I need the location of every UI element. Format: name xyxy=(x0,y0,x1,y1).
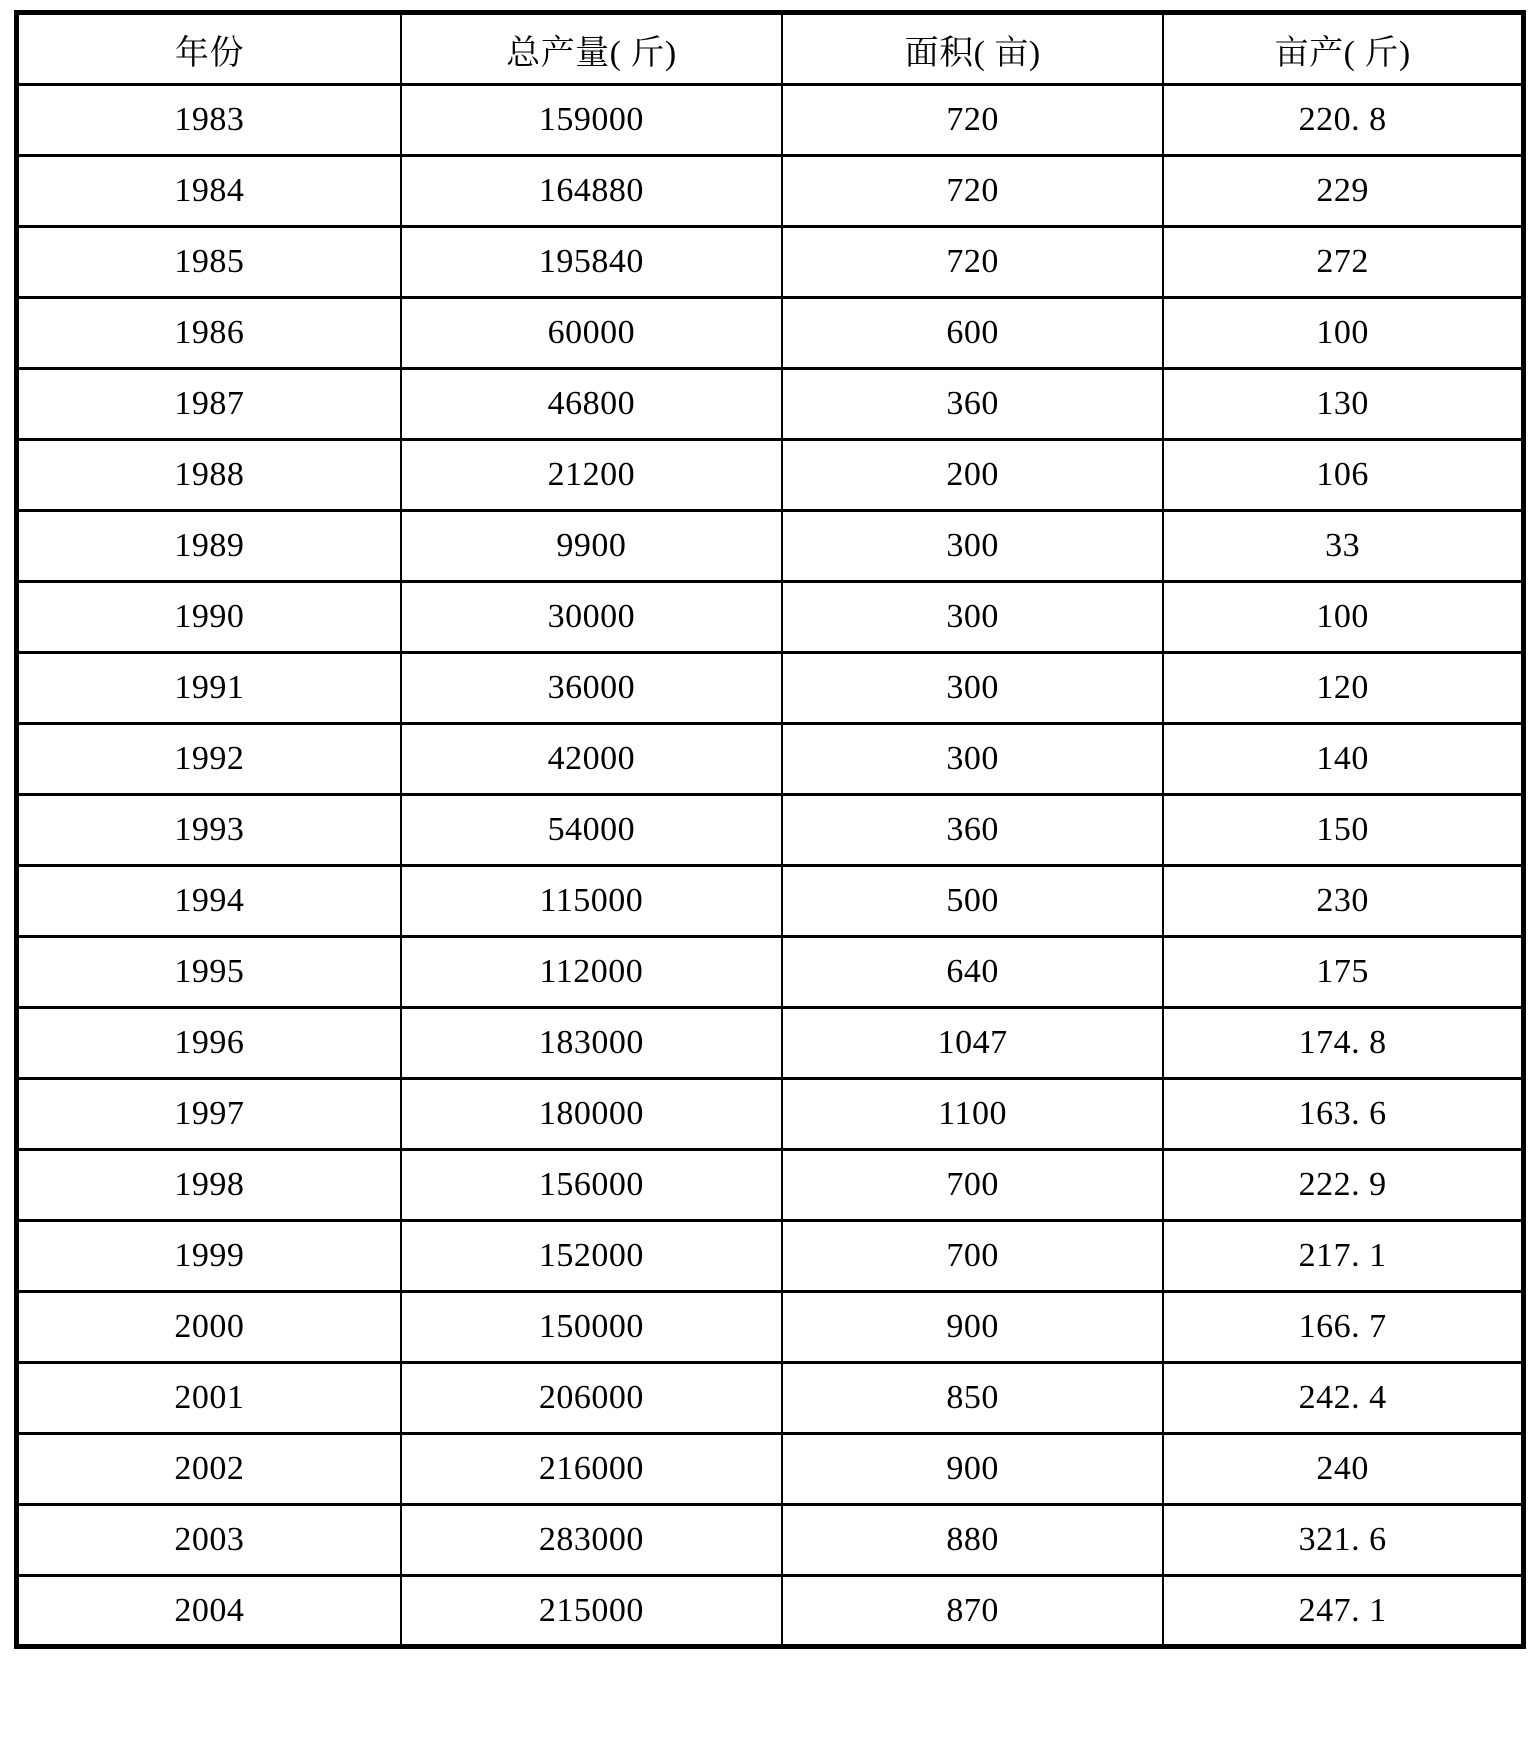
table-cell-area_mu: 200 xyxy=(782,440,1163,511)
table-cell-total_production_jin: 60000 xyxy=(401,298,782,369)
table-cell-year: 1983 xyxy=(17,85,401,156)
table-cell-total_production_jin: 215000 xyxy=(401,1576,782,1647)
table-cell-area_mu: 600 xyxy=(782,298,1163,369)
table-row xyxy=(17,866,1524,937)
table-cell-area_mu: 900 xyxy=(782,1434,1163,1505)
table-row xyxy=(17,1434,1524,1505)
table-cell-area_mu: 720 xyxy=(782,227,1163,298)
table-cell-total_production_jin: 54000 xyxy=(401,795,782,866)
table-cell-yield_per_mu_jin: 150 xyxy=(1163,795,1523,866)
table-cell-area_mu: 700 xyxy=(782,1150,1163,1221)
table-cell-total_production_jin: 156000 xyxy=(401,1150,782,1221)
table-cell-yield_per_mu_jin: 166. 7 xyxy=(1163,1292,1523,1363)
table-row xyxy=(17,156,1524,227)
table-cell-yield_per_mu_jin: 247. 1 xyxy=(1163,1576,1523,1647)
table-cell-total_production_jin: 164880 xyxy=(401,156,782,227)
table-cell-total_production_jin: 152000 xyxy=(401,1221,782,1292)
table-cell-year: 2000 xyxy=(17,1292,401,1363)
table-cell-yield_per_mu_jin: 175 xyxy=(1163,937,1523,1008)
table-cell-total_production_jin: 42000 xyxy=(401,724,782,795)
table-cell-total_production_jin: 195840 xyxy=(401,227,782,298)
table-row xyxy=(17,1221,1524,1292)
table-cell-yield_per_mu_jin: 217. 1 xyxy=(1163,1221,1523,1292)
table-cell-year: 1994 xyxy=(17,866,401,937)
table-cell-area_mu: 500 xyxy=(782,866,1163,937)
table-cell-year: 1990 xyxy=(17,582,401,653)
table-cell-year: 1991 xyxy=(17,653,401,724)
table-cell-total_production_jin: 180000 xyxy=(401,1079,782,1150)
table-cell-year: 1985 xyxy=(17,227,401,298)
table-row xyxy=(17,653,1524,724)
table-cell-year: 1998 xyxy=(17,1150,401,1221)
table-cell-area_mu: 1100 xyxy=(782,1079,1163,1150)
table-row xyxy=(17,582,1524,653)
table-cell-year: 1984 xyxy=(17,156,401,227)
table-cell-year: 2002 xyxy=(17,1434,401,1505)
table-row xyxy=(17,1150,1524,1221)
table-cell-area_mu: 720 xyxy=(782,85,1163,156)
table-cell-yield_per_mu_jin: 163. 6 xyxy=(1163,1079,1523,1150)
table-row xyxy=(17,724,1524,795)
table-row xyxy=(17,1292,1524,1363)
table-cell-year: 2003 xyxy=(17,1505,401,1576)
table-cell-total_production_jin: 283000 xyxy=(401,1505,782,1576)
table-cell-total_production_jin: 36000 xyxy=(401,653,782,724)
table-cell-year: 1996 xyxy=(17,1008,401,1079)
table-cell-yield_per_mu_jin: 229 xyxy=(1163,156,1523,227)
table-cell-yield_per_mu_jin: 240 xyxy=(1163,1434,1523,1505)
table-cell-total_production_jin: 206000 xyxy=(401,1363,782,1434)
table-row xyxy=(17,298,1524,369)
table-cell-total_production_jin: 150000 xyxy=(401,1292,782,1363)
table-cell-area_mu: 850 xyxy=(782,1363,1163,1434)
table-cell-total_production_jin: 46800 xyxy=(401,369,782,440)
table-cell-total_production_jin: 159000 xyxy=(401,85,782,156)
table-cell-area_mu: 360 xyxy=(782,795,1163,866)
table-row xyxy=(17,227,1524,298)
table-cell-total_production_jin: 9900 xyxy=(401,511,782,582)
table-cell-year: 1986 xyxy=(17,298,401,369)
header-row xyxy=(17,13,1524,85)
table-row xyxy=(17,1008,1524,1079)
table-row xyxy=(17,1079,1524,1150)
table-cell-year: 1988 xyxy=(17,440,401,511)
table-cell-year: 2004 xyxy=(17,1576,401,1647)
column-header-yield-per-mu: 亩产( 斤) xyxy=(1163,13,1523,85)
table-cell-yield_per_mu_jin: 174. 8 xyxy=(1163,1008,1523,1079)
table-cell-area_mu: 700 xyxy=(782,1221,1163,1292)
table-row xyxy=(17,1363,1524,1434)
table-row xyxy=(17,85,1524,156)
table-cell-yield_per_mu_jin: 100 xyxy=(1163,582,1523,653)
table-cell-year: 2001 xyxy=(17,1363,401,1434)
table-cell-year: 1999 xyxy=(17,1221,401,1292)
table-cell-year: 1997 xyxy=(17,1079,401,1150)
table-cell-year: 1989 xyxy=(17,511,401,582)
table-cell-year: 1995 xyxy=(17,937,401,1008)
table-cell-yield_per_mu_jin: 130 xyxy=(1163,369,1523,440)
table-cell-yield_per_mu_jin: 100 xyxy=(1163,298,1523,369)
table-row xyxy=(17,1505,1524,1576)
table-cell-yield_per_mu_jin: 106 xyxy=(1163,440,1523,511)
table-cell-yield_per_mu_jin: 140 xyxy=(1163,724,1523,795)
column-header-area: 面积( 亩) xyxy=(782,13,1163,85)
table-cell-total_production_jin: 112000 xyxy=(401,937,782,1008)
table-cell-total_production_jin: 21200 xyxy=(401,440,782,511)
table-cell-area_mu: 900 xyxy=(782,1292,1163,1363)
table-row xyxy=(17,795,1524,866)
table-cell-area_mu: 360 xyxy=(782,369,1163,440)
table-cell-yield_per_mu_jin: 230 xyxy=(1163,866,1523,937)
table-body xyxy=(17,85,1524,1647)
table-cell-yield_per_mu_jin: 242. 4 xyxy=(1163,1363,1523,1434)
table-cell-total_production_jin: 30000 xyxy=(401,582,782,653)
table-cell-area_mu: 640 xyxy=(782,937,1163,1008)
table-cell-yield_per_mu_jin: 220. 8 xyxy=(1163,85,1523,156)
table-cell-area_mu: 1047 xyxy=(782,1008,1163,1079)
table-cell-year: 1987 xyxy=(17,369,401,440)
table-row xyxy=(17,1576,1524,1647)
table-cell-total_production_jin: 216000 xyxy=(401,1434,782,1505)
table-cell-area_mu: 880 xyxy=(782,1505,1163,1576)
table-cell-area_mu: 300 xyxy=(782,653,1163,724)
table-header xyxy=(17,13,1524,85)
table-cell-yield_per_mu_jin: 272 xyxy=(1163,227,1523,298)
table-cell-area_mu: 720 xyxy=(782,156,1163,227)
table-row xyxy=(17,511,1524,582)
table-row xyxy=(17,440,1524,511)
table-cell-yield_per_mu_jin: 222. 9 xyxy=(1163,1150,1523,1221)
table-cell-area_mu: 300 xyxy=(782,724,1163,795)
table-cell-total_production_jin: 183000 xyxy=(401,1008,782,1079)
column-header-total-production: 总产量( 斤) xyxy=(401,13,782,85)
table-cell-yield_per_mu_jin: 120 xyxy=(1163,653,1523,724)
table-cell-year: 1993 xyxy=(17,795,401,866)
table-cell-total_production_jin: 115000 xyxy=(401,866,782,937)
table-cell-area_mu: 870 xyxy=(782,1576,1163,1647)
column-header-year: 年份 xyxy=(17,13,401,85)
table-cell-yield_per_mu_jin: 33 xyxy=(1163,511,1523,582)
table-cell-yield_per_mu_jin: 321. 6 xyxy=(1163,1505,1523,1576)
table-row xyxy=(17,937,1524,1008)
table-cell-area_mu: 300 xyxy=(782,511,1163,582)
table-cell-area_mu: 300 xyxy=(782,582,1163,653)
table-cell-year: 1992 xyxy=(17,724,401,795)
table-row xyxy=(17,369,1524,440)
production-data-table xyxy=(14,10,1526,1649)
